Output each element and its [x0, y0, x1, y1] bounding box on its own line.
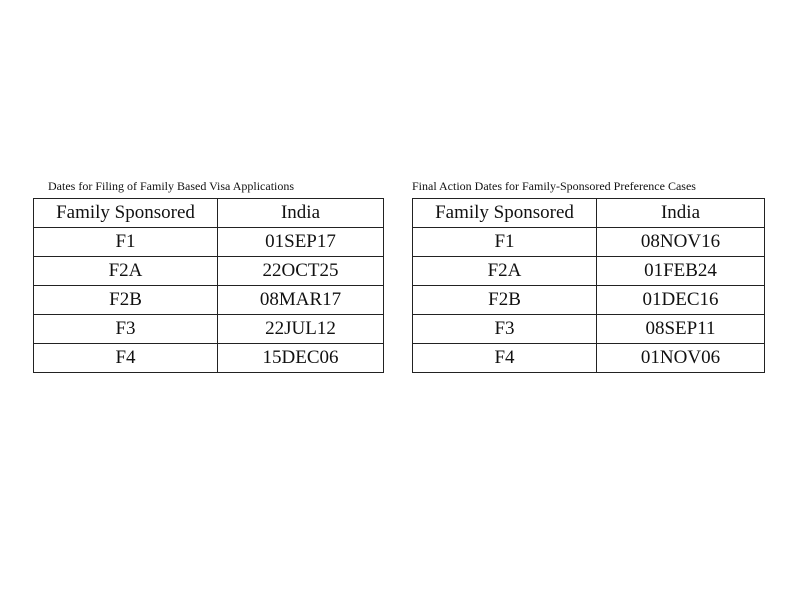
category-cell: F4 [413, 344, 597, 373]
category-cell: F2A [413, 257, 597, 286]
column-header-family-sponsored: Family Sponsored [413, 199, 597, 228]
date-cell: 22OCT25 [218, 257, 384, 286]
table-row [413, 228, 765, 257]
date-cell: 08NOV16 [597, 228, 765, 257]
final-action-dates-table [412, 198, 765, 373]
dates-for-filing-table-block [33, 176, 384, 373]
category-cell: F2B [413, 286, 597, 315]
date-cell: 15DEC06 [218, 344, 384, 373]
category-cell: F1 [34, 228, 218, 257]
column-header-india: India [597, 199, 765, 228]
dates-for-filing-table [33, 198, 384, 373]
category-cell: F3 [413, 315, 597, 344]
table-row [413, 257, 765, 286]
table-row [413, 344, 765, 373]
table-caption: Final Action Dates for Family-Sponsored Preference Cases [412, 179, 696, 193]
table-header-row [34, 199, 384, 228]
category-cell: F4 [34, 344, 218, 373]
date-cell: 22JUL12 [218, 315, 384, 344]
table-row [34, 315, 384, 344]
category-cell: F1 [413, 228, 597, 257]
date-cell: 01DEC16 [597, 286, 765, 315]
column-header-family-sponsored: Family Sponsored [34, 199, 218, 228]
date-cell: 01FEB24 [597, 257, 765, 286]
category-cell: F2A [34, 257, 218, 286]
date-cell: 01NOV06 [597, 344, 765, 373]
table-row [34, 344, 384, 373]
table-row [413, 286, 765, 315]
table-row [34, 286, 384, 315]
table-caption: Dates for Filing of Family Based Visa Applications [48, 179, 295, 193]
table-header-row [413, 199, 765, 228]
final-action-dates-table-block [412, 176, 765, 373]
table-row [34, 257, 384, 286]
category-cell: F2B [34, 286, 218, 315]
table-row [34, 228, 384, 257]
date-cell: 01SEP17 [218, 228, 384, 257]
table-row [413, 315, 765, 344]
date-cell: 08SEP11 [597, 315, 765, 344]
date-cell: 08MAR17 [218, 286, 384, 315]
category-cell: F3 [34, 315, 218, 344]
column-header-india: India [218, 199, 384, 228]
